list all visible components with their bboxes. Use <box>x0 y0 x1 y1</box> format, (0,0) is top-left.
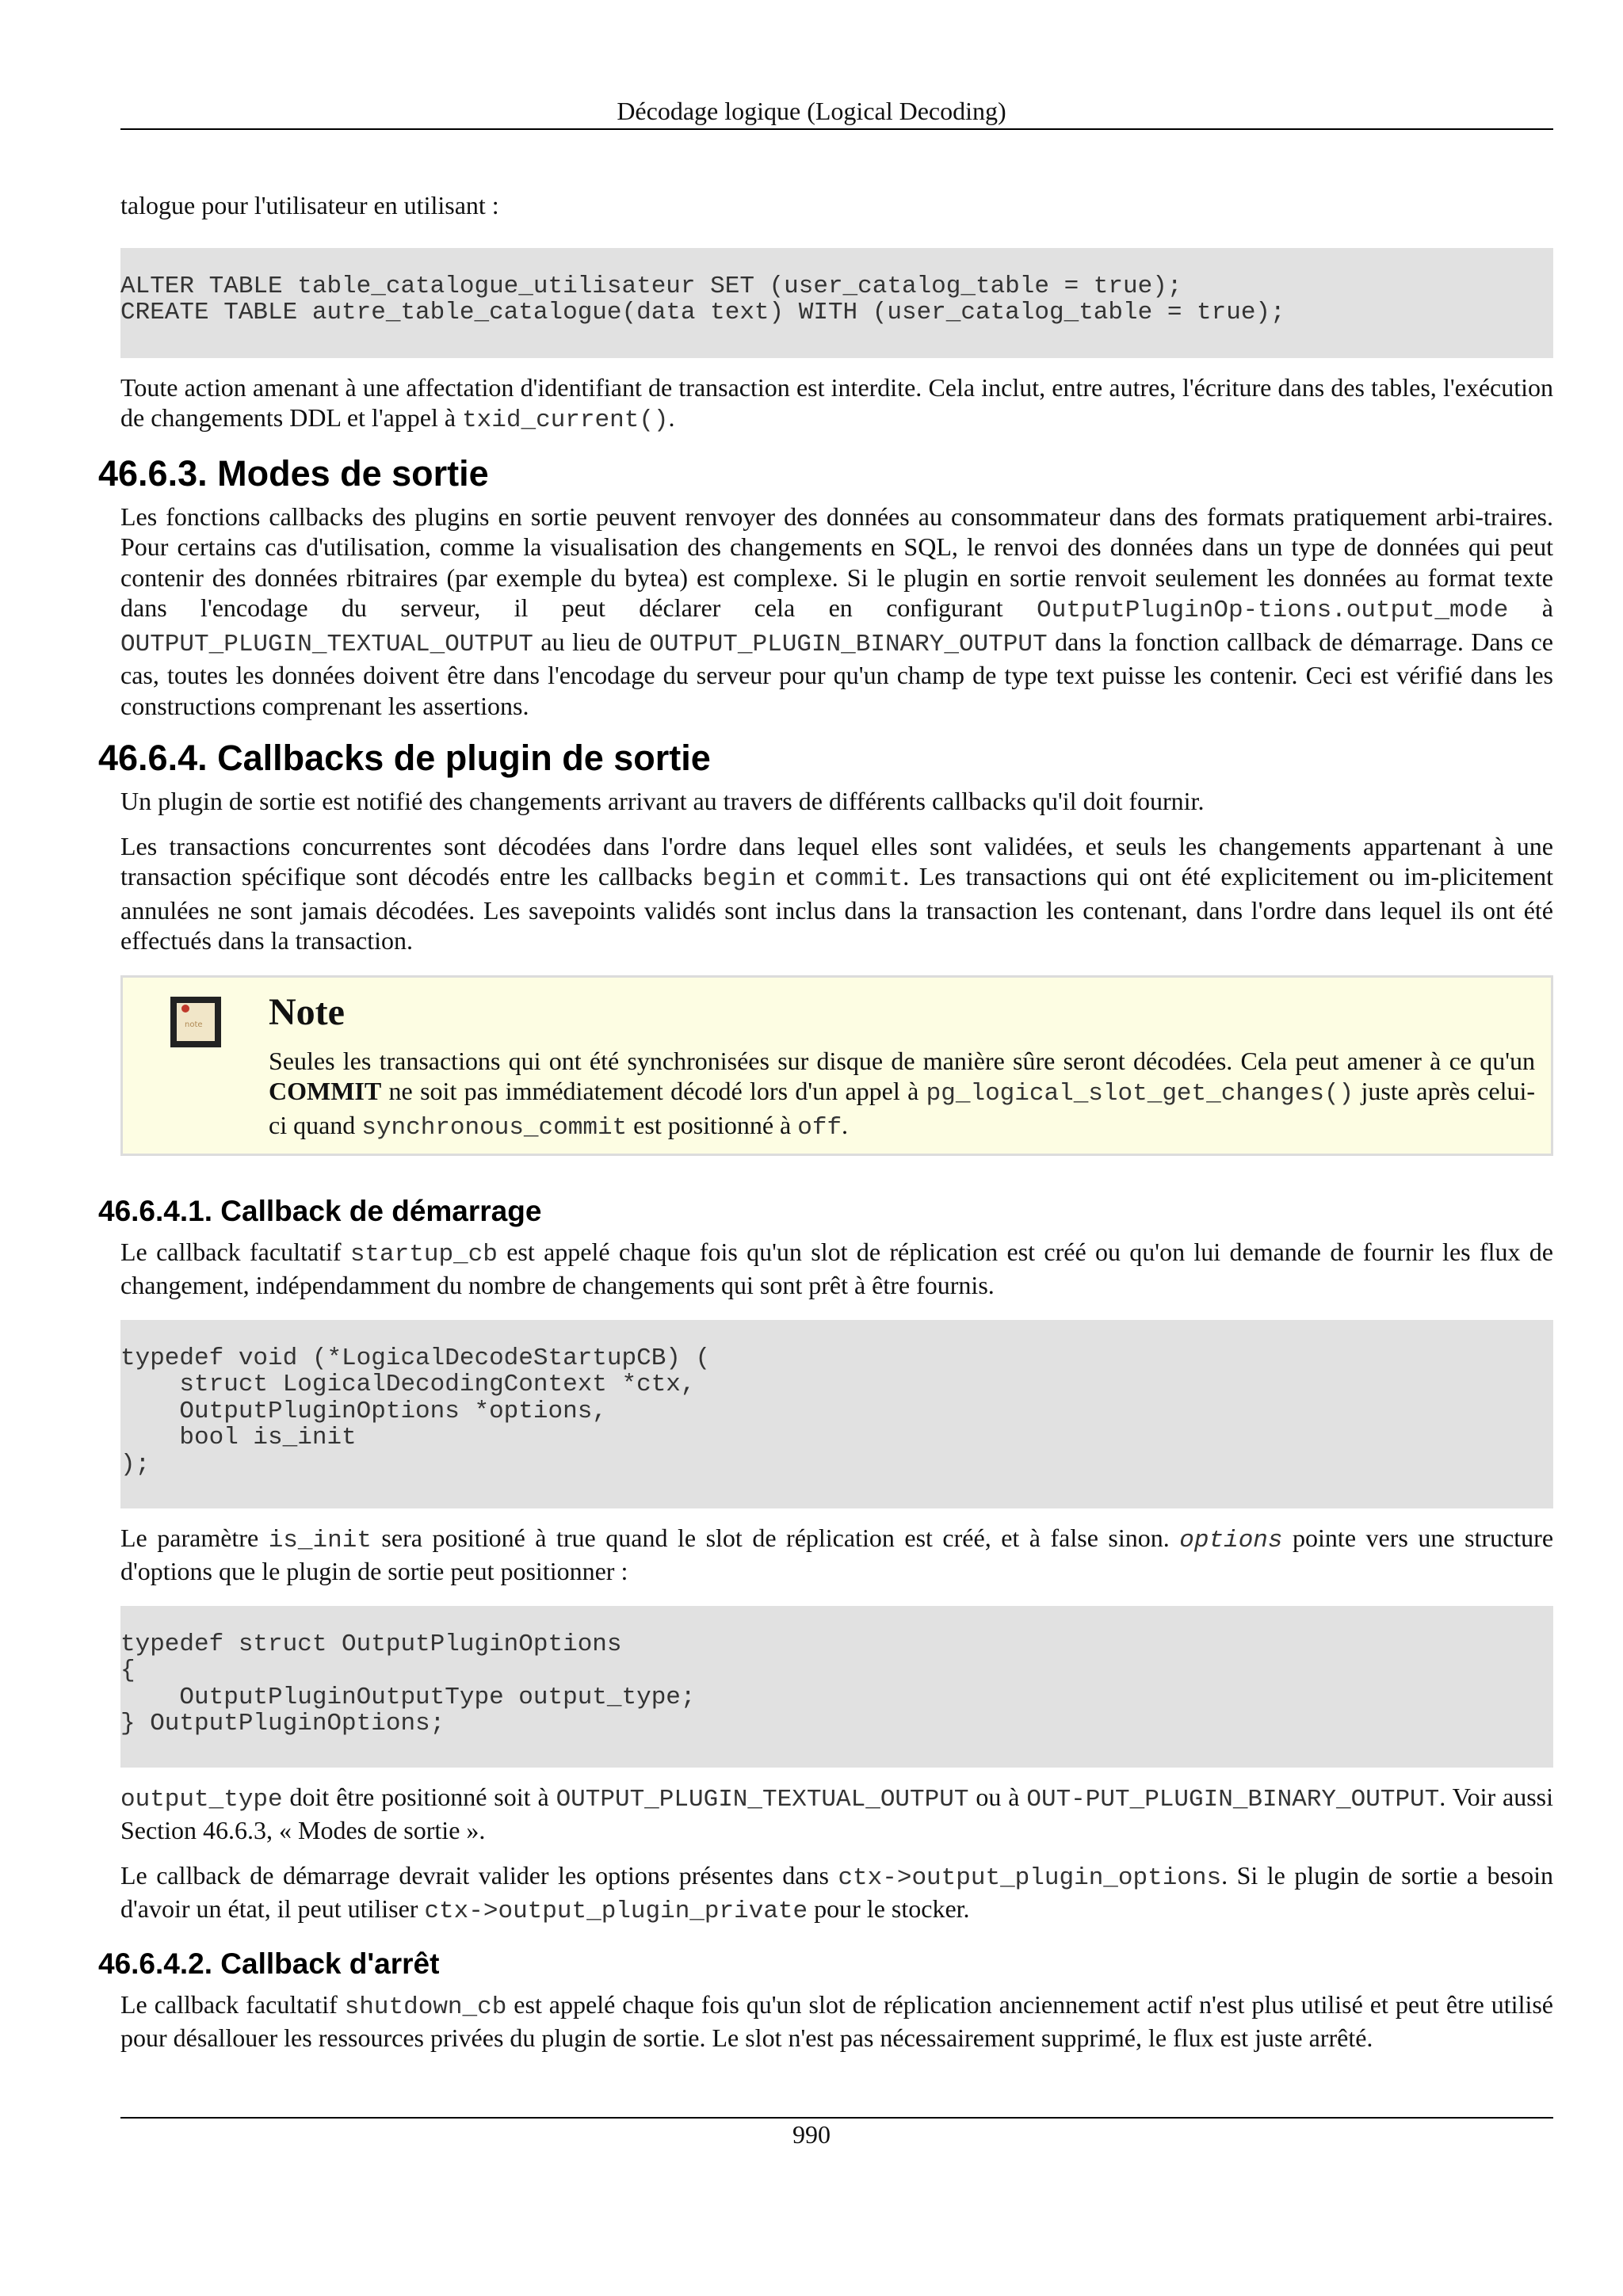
code-binary-output: OUTPUT_PLUGIN_BINARY_OUTPUT <box>649 630 1048 658</box>
code-commit: commit <box>814 865 903 893</box>
text-run: pointe vers une structure d'options que le plugin de sortie peut positionner : <box>120 1523 1554 1585</box>
text-run: dans la fonction callback de démarrage. Dans ce cas, toutes les données doivent être dans l'encodage du serveur pour qu'un champ de type text puisse les contenir. Ceci est vérifié dans les constructions comprenant les assertions. <box>120 627 1553 720</box>
note-icon <box>170 997 221 1047</box>
text-run: . Voir aussi Section 46.6.3, « Modes de sortie ». <box>120 1782 1554 1844</box>
running-header: Décodage logique (Logical Decoding) <box>617 97 1006 125</box>
text-run: doit être positionné soit à <box>282 1782 556 1811</box>
text-run: . <box>842 1110 849 1139</box>
text-run: Le paramètre <box>120 1523 269 1552</box>
note-paragraph <box>269 1046 1535 1144</box>
note-title: Note <box>269 990 345 1033</box>
text-run: ne soit pas immédiatement décodé lors d'un appel à <box>381 1077 926 1105</box>
text-run: Seules les transactions qui ont été synchronisées sur disque de manière sûre seront décodées. Cela peut amener à ce qu'un <box>269 1046 1535 1075</box>
text-run: ou à <box>968 1782 1027 1811</box>
code-output-plugin-private: ctx->output_plugin_private <box>424 1897 808 1925</box>
text-run: Les transactions concurrentes sont décodées dans l'ordre dans lequel elles sont validées, et seuls les changements appartenant à une transaction spécifique sont décodés entre les callbacks <box>120 831 1553 891</box>
section-heading-modes: 46.6.3. Modes de sortie <box>98 452 489 494</box>
text-run: . Si le plugin de sortie a besoin d'avoir un état, il peut utiliser <box>120 1860 1554 1923</box>
note-box <box>120 975 1553 1156</box>
code-textual-output-2: OUTPUT_PLUGIN_TEXTUAL_OUTPUT <box>556 1785 969 1814</box>
concurrent-transactions-paragraph <box>120 831 1553 956</box>
text-run: au lieu de <box>533 627 650 656</box>
modes-paragraph <box>120 502 1553 722</box>
callbacks-intro-paragraph: Un plugin de sortie est notifié des changements arrivant au travers de différents callbacks qu'il doit fournir. <box>120 787 1205 815</box>
text-run: est positionné à <box>627 1110 798 1139</box>
note-body <box>269 1046 1535 1144</box>
code-block-output-plugin-options: typedef struct OutputPluginOptions { OutputPluginOutputType output_type; } OutputPluginOptions; <box>120 1606 1553 1768</box>
text-run: Toute action amenant à une affectation d'identifiant de transaction est interdite. Cela inclut, entre autres, l'écriture dans des tables, l'exécution de changements DDL et l'appel à <box>120 372 1553 432</box>
code-output-mode: OutputPluginOp-tions.output_mode <box>1037 597 1509 624</box>
text-run: . <box>668 403 675 432</box>
is-init-paragraph <box>120 1523 1553 1587</box>
output-type-paragraph <box>120 1782 1553 1846</box>
code-options: options <box>1179 1526 1283 1554</box>
intro-paragraph: talogue pour l'utilisateur en utilisant : <box>120 191 499 219</box>
note-icon-paper <box>177 1003 215 1041</box>
code-output-type: output_type <box>120 1785 283 1814</box>
page-number: 990 <box>792 2120 831 2149</box>
shutdown-paragraph <box>120 1989 1553 2054</box>
text-run: sera positioné à true quand le slot de réplication est créé, et à false sinon. <box>371 1523 1180 1552</box>
code-begin: begin <box>702 865 777 893</box>
text-run: Les fonctions callbacks des plugins en sortie peuvent renvoyer des données au consommateur dans des formats pratiquement arbi-traires. Pour certains cas d'utilisation, comme la visualisation des changements en SQL, le renvoi des données dans un type de données qui peut contenir des données rbitraires (par exemple du bytea) est complexe. Si le plugin en sortie renvoit seulement les données au format texte dans l'encodage du serveur, il peut déclarer cela en configurant <box>120 502 1553 622</box>
subsection-heading-shutdown: 46.6.4.2. Callback d'arrêt <box>98 1947 440 1980</box>
code-pg-logical-slot-get-changes: pg_logical_slot_get_changes() <box>926 1080 1354 1108</box>
note-icon-label: note <box>185 1020 203 1029</box>
text-run: Le callback facultatif <box>120 1237 350 1266</box>
text-run: et <box>776 862 815 891</box>
code-textual-output: OUTPUT_PLUGIN_TEXTUAL_OUTPUT <box>120 630 533 658</box>
code-block-startup-typedef: typedef void (*LogicalDecodeStartupCB) ( struct LogicalDecodingContext *ctx, OutputPluginOptions *options, bool is_init ); <box>120 1320 1553 1508</box>
code-is-init: is_init <box>268 1526 372 1554</box>
code-synchronous-commit: synchronous_commit <box>361 1113 628 1142</box>
code-binary-output-2: OUT-PUT_PLUGIN_BINARY_OUTPUT <box>1026 1785 1440 1814</box>
code-off: off <box>797 1113 842 1142</box>
code-txid-current: txid_current() <box>462 406 669 434</box>
section-heading-callbacks: 46.6.4. Callbacks de plugin de sortie <box>98 738 711 778</box>
code-shutdown-cb: shutdown_cb <box>344 1993 507 2021</box>
validate-options-paragraph <box>120 1860 1553 1928</box>
text-run: est appelé chaque fois qu'un slot de réplication anciennement actif n'est plus utilisé et peut être utilisé pour désallouer les ressources privées du plugin de sortie. Le slot n'est pas nécessairement supprimé, le flux est juste arrêté. <box>120 1989 1554 2052</box>
code-output-plugin-options: ctx->output_plugin_options <box>838 1863 1222 1892</box>
code-block-alter-table: ALTER TABLE table_catalogue_utilisateur SET (user_catalog_table = true); CREATE TABLE autre_table_catalogue(data text) WITH (user_catalog_table = true); <box>120 248 1553 358</box>
text-run: juste après celui-ci quand <box>269 1077 1536 1139</box>
transaction-paragraph <box>120 372 1553 437</box>
header-rule <box>120 128 1553 130</box>
commit-keyword: COMMIT <box>269 1077 382 1105</box>
code-startup-cb: startup_cb <box>349 1240 498 1268</box>
pin-icon <box>181 1005 189 1013</box>
subsection-heading-startup: 46.6.4.1. Callback de démarrage <box>98 1194 542 1227</box>
page-content <box>98 190 1554 2054</box>
text-run: est appelé chaque fois qu'un slot de réplication est créé ou qu'on lui demande de fournir les flux de changement, indépendamment du nombre de changements qui sont prêt à être fournis. <box>120 1237 1554 1299</box>
text-run: à <box>1508 593 1554 622</box>
text-run: pour le stocker. <box>808 1894 970 1923</box>
text-run: Le callback facultatif <box>120 1989 345 2019</box>
text-run: . Les transactions qui ont été explicitement ou im-plicitement annulées ne sont jamais décodées. Les savepoints validés sont inclus dans la transaction les contenant, dans l'ordre dans lequel ils ont été effectués dans la transaction. <box>120 862 1554 955</box>
text-run: Le callback de démarrage devrait valider les options présentes dans <box>120 1860 838 1890</box>
startup-paragraph <box>120 1237 1553 1301</box>
